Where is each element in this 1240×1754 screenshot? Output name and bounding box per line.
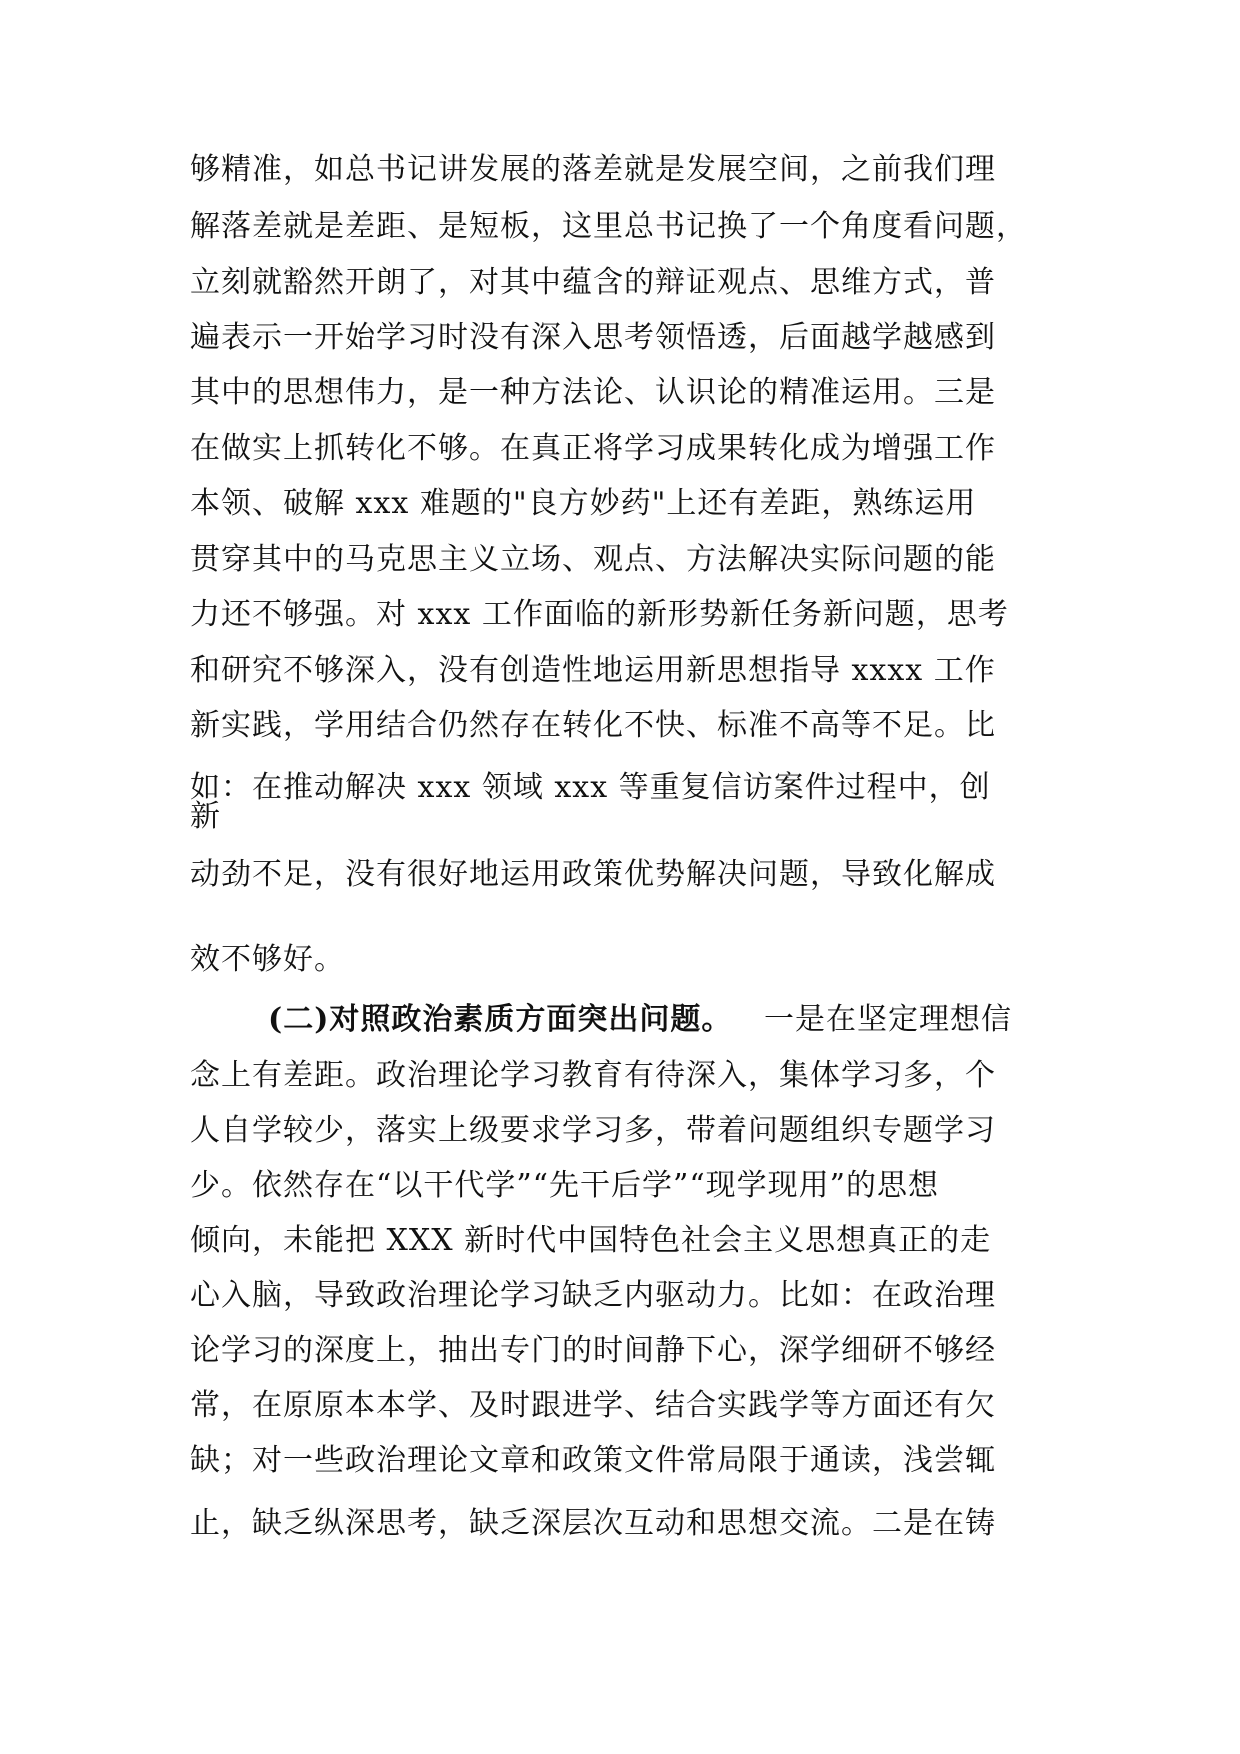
paragraph-line: 少。依然存在“以干代学”“先干后学”“现学现用”的思想 bbox=[190, 1168, 940, 1203]
paragraph-line: 论学习的深度上，抽出专门的时间静下心，深学细研不够经 bbox=[190, 1333, 996, 1368]
paragraph-line: 倾向，未能把 XXX 新时代中国特色社会主义思想真正的走 bbox=[190, 1223, 992, 1258]
paragraph-line: 新 bbox=[190, 799, 221, 834]
paragraph-line: 在做实上抓转化不够。在真正将学习成果转化成为增强工作 bbox=[190, 431, 996, 466]
paragraph-line: 和研究不够深入，没有创造性地运用新思想指导 xxxx 工作 bbox=[190, 653, 996, 688]
paragraph-line: 人自学较少，落实上级要求学习多，带着问题组织专题学习 bbox=[190, 1113, 996, 1148]
section-heading-line bbox=[268, 993, 1050, 1047]
section-first-line-text: 一是在坚定理想信 bbox=[764, 1002, 1012, 1037]
paragraph-line: 动劲不足，没有很好地运用政策优势解决问题，导致化解成 bbox=[190, 857, 996, 892]
paragraph-line: 常，在原原本本学、及时跟进学、结合实践学等方面还有欠 bbox=[190, 1388, 996, 1423]
paragraph-line: 念上有差距。政治理论学习教育有待深入，集体学习多，个 bbox=[190, 1058, 996, 1093]
paragraph-line: 解落差就是差距、是短板，这里总书记换了一个角度看问题， bbox=[190, 209, 1027, 244]
paragraph-line: 心入脑，导致政治理论学习缺乏内驱动力。比如：在政治理 bbox=[190, 1278, 996, 1313]
paragraph-line: 效不够好。 bbox=[190, 942, 345, 977]
paragraph-line: 新实践，学用结合仍然存在转化不快、标准不高等不足。比 bbox=[190, 708, 996, 743]
paragraph-line: 其中的思想伟力，是一种方法论、认识论的精准运用。三是 bbox=[190, 375, 996, 410]
paragraph-line: 本领、破解 xxx 难题的"良方妙药"上还有差距，熟练运用 bbox=[190, 486, 977, 521]
paragraph-line: 缺；对一些政治理论文章和政策文件常局限于通读，浅尝辄 bbox=[190, 1443, 996, 1478]
section-heading: (二)对照政治素质方面突出问题。 bbox=[268, 1002, 733, 1037]
paragraph-line: 贯穿其中的马克思主义立场、观点、方法解决实际问题的能 bbox=[190, 542, 996, 577]
section-heading-gap bbox=[732, 1002, 764, 1037]
paragraph-line: 力还不够强。对 xxx 工作面临的新形势新任务新问题，思考 bbox=[190, 597, 1009, 632]
paragraph-line: 止，缺乏纵深思考，缺乏深层次互动和思想交流。二是在铸 bbox=[190, 1506, 996, 1541]
paragraph-line: 遍表示一开始学习时没有深入思考领悟透，后面越学越感到 bbox=[190, 320, 996, 355]
paragraph-line: 如：在推动解决 xxx 领域 xxx 等重复信访案件过程中，创 bbox=[190, 770, 991, 805]
paragraph-line: 够精准，如总书记讲发展的落差就是发展空间，之前我们理 bbox=[190, 152, 996, 187]
paragraph-line: 立刻就豁然开朗了，对其中蕴含的辩证观点、思维方式，普 bbox=[190, 265, 996, 300]
